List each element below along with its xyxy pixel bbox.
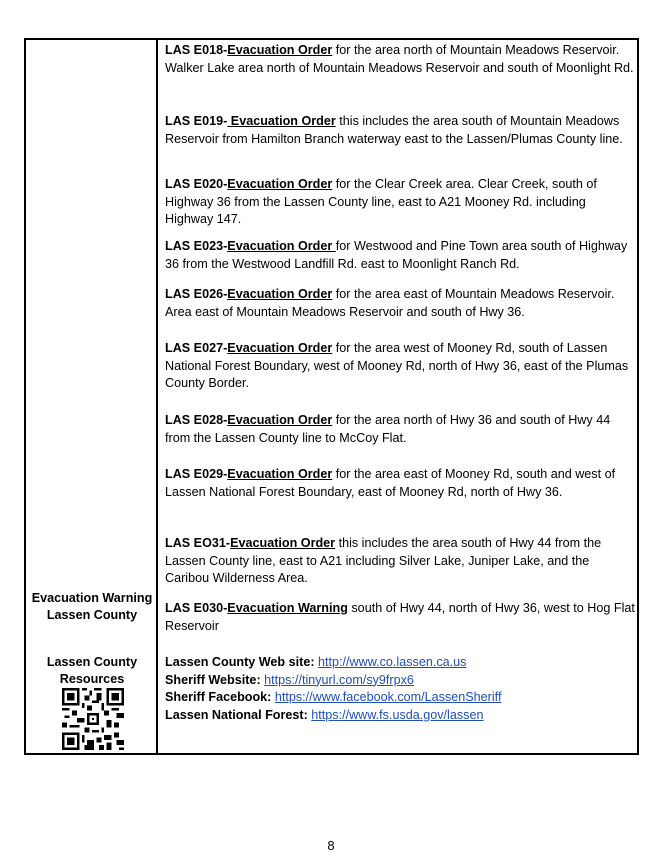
resources-label: Lassen County Resources xyxy=(46,655,138,686)
resource-link-sheriff-facebook[interactable]: https://www.facebook.com/LassenSheriff xyxy=(274,690,502,704)
entry-order-type: Evacuation Order xyxy=(227,239,336,253)
left-column xyxy=(26,40,158,753)
entry-e023 xyxy=(165,238,635,273)
entry-e019 xyxy=(165,113,635,148)
entry-order-type: Evacuation Order xyxy=(230,536,336,550)
resource-label: Lassen County Web site: xyxy=(165,655,315,669)
entry-text: for the area east of Mooney Rd, south and west of Lassen National Forest Boundary, east of Mooney Rd, north of Hwy 36. xyxy=(165,467,616,499)
entry-id: LAS E020- xyxy=(165,177,228,191)
entry-e031 xyxy=(165,535,635,588)
entry-id: LAS E019- xyxy=(165,114,228,128)
entry-order-type: Evacuation Order xyxy=(227,341,333,355)
entry-e030 xyxy=(165,600,635,635)
page-number: 8 xyxy=(327,838,335,853)
entry-order-type: Evacuation Warning xyxy=(227,601,348,615)
entry-text: this includes the area south of Hwy 44 from the Lassen County line, east to A21 including Silver Lake, Juniper Lake, and the Caribou Wilderness Area. xyxy=(165,536,602,586)
entry-id: LAS E029- xyxy=(165,467,228,481)
entry-text: for the area east of Mountain Meadows Reservoir. Area east of Mountain Meadows Reservoir and south of Hwy 36. xyxy=(165,287,615,319)
entry-text: for the Clear Creek area. Clear Creek, south of Highway 36 from the Lassen County line, east to A21 Mooney Rd. including Highway 147. xyxy=(165,177,597,227)
entry-text: this includes the area south of Mountain Meadows Reservoir from Hamilton Branch waterway east to the Lassen/Plumas County line. xyxy=(165,114,623,146)
entry-order-type: Evacuation Order xyxy=(227,413,333,427)
resource-label: Lassen National Forest: xyxy=(165,707,308,722)
resource-row xyxy=(165,689,501,707)
entry-id: LAS E030- xyxy=(165,601,228,615)
qr-code-icon[interactable] xyxy=(62,688,124,750)
entry-text: for the area north of Mountain Meadows Reservoir. Walker Lake area north of Mountain Meadows Reservoir and south of Moonlight Rd. xyxy=(165,43,634,75)
entry-e026 xyxy=(165,286,635,321)
entry-order-type: Evacuation Order xyxy=(227,467,333,481)
entry-text: south of Hwy 44, north of Hwy 36, west to Hog Flat Reservoir xyxy=(165,601,635,633)
resource-row xyxy=(165,707,501,725)
entry-text: for Westwood and Pine Town area south of Highway 36 from the Westwood Landfill Rd. east to Moonlight Ranch Rd. xyxy=(165,239,628,271)
entry-id: LAS E023- xyxy=(165,239,228,253)
right-column xyxy=(160,40,637,753)
entry-order-type: Evacuation Order xyxy=(227,177,333,191)
entry-id: LAS E027- xyxy=(165,341,228,355)
entry-id: LAS E018- xyxy=(165,43,228,57)
entry-e020 xyxy=(165,176,635,229)
entry-e028 xyxy=(165,412,635,447)
resources-list xyxy=(165,654,501,724)
entry-text: for the area north of Hwy 36 and south of Hwy 44 from the Lassen County line to McCoy Flat. xyxy=(165,413,611,445)
evacuation-warning-label: Evacuation Warning Lassen County xyxy=(31,591,153,622)
entry-id: LAS E028- xyxy=(165,413,228,427)
resource-link-sheriff-website[interactable]: https://tinyurl.com/sy9frpx6 xyxy=(264,672,414,687)
entry-id: LAS E026- xyxy=(165,287,228,301)
entry-text: for the area west of Mooney Rd, south of Lassen National Forest Boundary, west of Mooney Rd, north of Hwy 36, east of the Plumas County Border. xyxy=(165,341,629,391)
evacuation-table xyxy=(24,38,639,755)
resource-row xyxy=(165,672,501,690)
resource-label: Sheriff Facebook: xyxy=(165,690,272,704)
resource-label: Sheriff Website: xyxy=(165,672,261,687)
entry-order-type: Evacuation Order xyxy=(227,287,333,301)
entry-order-type: Evacuation Order xyxy=(227,43,333,57)
entry-order-type: Evacuation Order xyxy=(227,114,336,128)
entry-e029 xyxy=(165,466,635,501)
entry-id: LAS EO31- xyxy=(165,536,231,550)
entry-e027 xyxy=(165,340,635,393)
resource-link-county-website[interactable]: http://www.co.lassen.ca.us xyxy=(318,655,467,669)
entry-e018 xyxy=(165,42,635,77)
resource-link-national-forest[interactable]: https://www.fs.usda.gov/lassen xyxy=(311,707,484,722)
resource-row xyxy=(165,654,501,672)
